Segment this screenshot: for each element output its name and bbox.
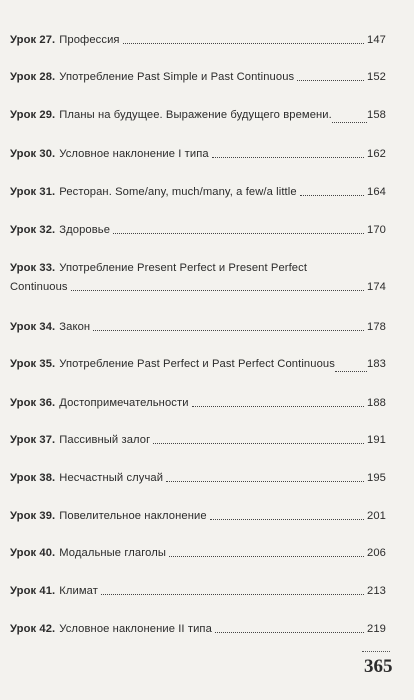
toc-entry-continuation [10,280,386,295]
toc-entry [10,433,386,448]
lesson-number: Урок 38. [10,472,56,484]
page-ref: 162 [367,148,386,160]
toc-entry [10,584,386,599]
lesson-number: Урок 31. [10,186,56,198]
toc-entry-label [10,185,297,200]
lesson-title: Употребление Past Simple и Past Continuous [59,71,295,83]
page-ref: 219 [367,623,386,635]
lesson-number: Урок 39. [10,510,56,522]
dot-leader [300,194,364,196]
page-ref: 183 [367,358,386,370]
toc-entry-label [10,357,335,372]
lesson-title: Употребление Present Perfect и Present Perfect [59,262,308,274]
dot-leader [297,79,364,81]
lesson-number: Урок 42. [10,623,56,635]
dot-leader [210,518,364,520]
toc-entry [10,320,386,335]
lesson-title: Здоровье [59,224,111,236]
toc-entry [10,185,386,200]
toc-entry [10,622,386,637]
lesson-number: Урок 41. [10,585,56,597]
toc-entry [10,223,386,238]
toc-entry-label [10,33,120,48]
toc-entry [10,357,386,372]
lesson-number: Урок 37. [10,434,56,446]
dot-leader [123,42,364,44]
toc-entry-label [10,584,98,599]
toc-entry [10,147,386,162]
page-ref: 158 [367,109,386,121]
dot-leader [113,232,364,234]
lesson-title: Пассивный залог [59,434,151,446]
lesson-title: Ресторан. Some/any, much/many, a few/a little [59,186,297,198]
page-ref: 170 [367,224,386,236]
lesson-title: Несчастный случай [59,472,164,484]
page-ref: 164 [367,186,386,198]
toc-entry-label [10,396,189,411]
lesson-title: Закон [59,321,91,333]
dot-leader [332,121,367,123]
page-ref: 178 [367,321,386,333]
toc-entry-label [10,622,212,637]
dot-leader [101,593,364,595]
lesson-title: Климат [59,585,98,597]
dot-leader [169,555,364,557]
dot-leader [212,156,364,158]
lesson-title: Модальные глаголы [59,547,167,559]
toc-entry-label [10,261,386,276]
toc-entry [10,546,386,561]
toc-entry-label [10,471,163,486]
toc-entry [10,396,386,411]
toc-entry-label [10,320,90,335]
lesson-number: Урок 28. [10,71,56,83]
page-ref: 195 [367,472,386,484]
page-ref: 174 [367,281,386,293]
toc-entry-label [10,147,209,162]
toc-entry-label [10,433,150,448]
toc-entry-label [10,108,332,123]
dot-leader [335,370,367,372]
toc-entry-label [10,509,207,524]
lesson-title: Условное наклонение I типа [59,148,209,160]
toc-entry-label [10,223,110,238]
lesson-number: Урок 27. [10,34,56,46]
page-ref: 188 [367,397,386,409]
toc-entry [10,108,386,123]
lesson-number: Урок 32. [10,224,56,236]
toc-entry [10,471,386,486]
lesson-number: Урок 29. [10,109,56,121]
toc-entry-label [10,70,294,85]
lesson-number: Урок 34. [10,321,56,333]
lesson-number: Урок 35. [10,358,56,370]
lesson-title: Достопримечательности [59,397,189,409]
lesson-title: Планы на будущее. Выражение будущего времени. [59,109,332,121]
toc-entry-label [10,546,166,561]
dot-leader [192,405,364,407]
page-number-rule [362,651,390,652]
lesson-number: Урок 33. [10,262,56,274]
page-ref: 152 [367,71,386,83]
dot-leader [153,442,364,444]
dot-leader [71,289,364,291]
page-ref: 206 [367,547,386,559]
lesson-number: Урок 30. [10,148,56,160]
dot-leader [215,631,364,633]
lesson-title: Условное наклонение II типа [59,623,212,635]
page-number: 365 [364,656,393,677]
toc-entry [10,509,386,524]
lesson-title: Профессия [59,34,120,46]
lesson-title: Употребление Past Perfect и Past Perfect Continuous [59,358,335,370]
page-ref: 213 [367,585,386,597]
toc-entry [10,33,386,48]
page-ref: 147 [367,34,386,46]
dot-leader [166,480,364,482]
lesson-number: Урок 36. [10,397,56,409]
lesson-title: Повелительное наклонение [59,510,207,522]
lesson-number: Урок 40. [10,547,56,559]
page-ref: 191 [367,434,386,446]
toc-entry [10,70,386,85]
toc-entry [10,261,386,295]
lesson-title-continuation: Continuous [10,281,68,293]
dot-leader [93,329,364,331]
page-ref: 201 [367,510,386,522]
